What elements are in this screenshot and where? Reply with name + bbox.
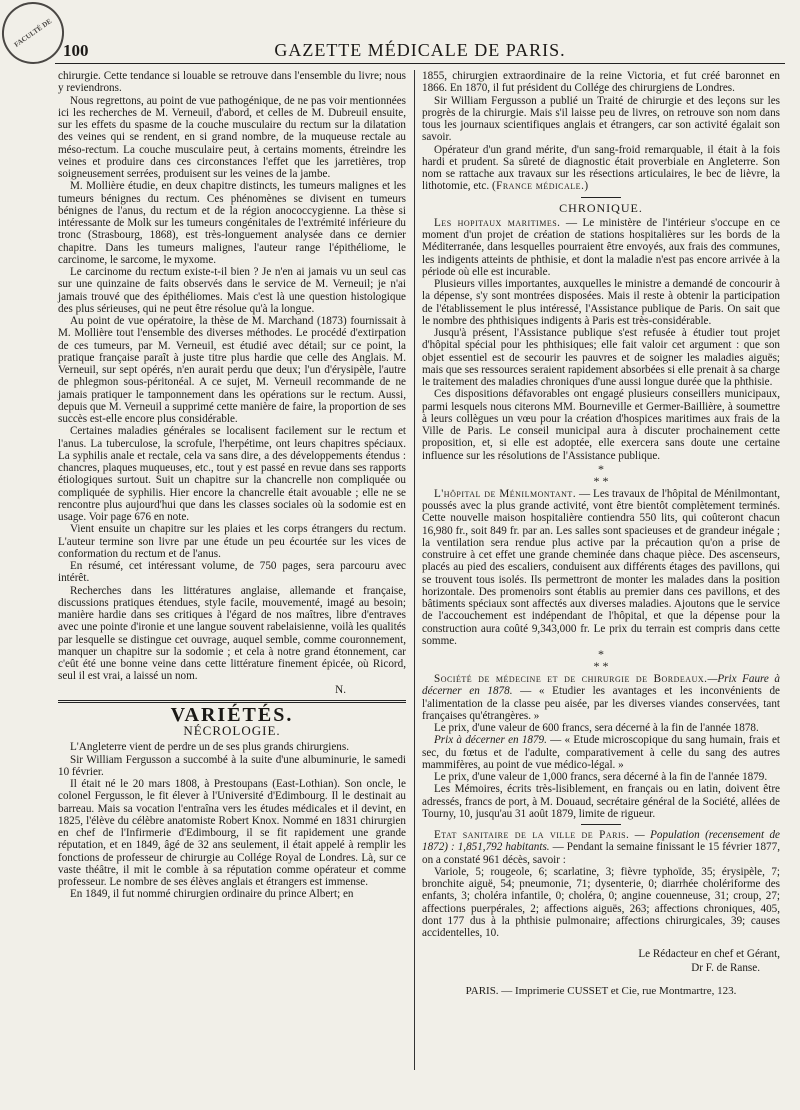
item-heading: Les hopitaux maritimes. [434,216,561,229]
paragraph: Etat sanitaire de la ville de Paris. — Population (recensement de 1872) : 1,851,792 habitants. — Pendant la semaine finissant le 15 février 1877, on a constaté 961 décès, savoir : [422,829,781,866]
section-title-varietes: VARIÉTÉS. [170,703,294,726]
paragraph: Jusqu'à présent, l'Assistance publique s'est refusée à étudier tout projet d'hôpital spécial pour les phthisiques; elle fait valoir cet argument : que son objet essentiel est de secourir les pauvres et de soigner les maladies aiguës; mais que ses ressources seraient rapidement absorbées si elle prenait à sa charge le traitement des maladies chroniques d'une aussi longue durée que la phthisie. [422,327,780,388]
page-header [55,38,785,60]
paragraph: Sir William Fergusson a succombé à la suite d'une albuminurie, le samedi 10 février. [58,753,406,778]
item-heading: Etat sanitaire de la ville de Paris. [434,829,630,841]
paragraph: Variole, 5; rougeole, 6; scarlatine, 3; fièvre typhoïde, 35; érysipèle, 7; bronchite aiguë, 54; pneumonie, 71; dysenterie, 0; diarrhée cholériforme des enfants, 3; choléra infantile, 0; choléra, 0; angine couenneuse, 31; croup, 27; affections puerpérales, 2; affections aiguës, 263; affections chroniques, 405, dont 177 dus à la phthisie pulmonaire; affections chirurgicales, 39; causes accidentelles, 10. [422,865,780,939]
section-divider [58,700,406,703]
paragraph: Le prix, d'une valeur de 1,000 francs, sera décerné à la fin de l'année 1879. [434,771,768,783]
paragraph: Il était né le 20 mars 1808, à Prestoupans (East-Lothian). Son oncle, le colonel Fergusson, le fit élever à l'Université d'Edimbourg. Il le destinait au barreau. Mais sa vocation l'entraîna vers les études médicales et il devint, en 1825, l'élève du célèbre anatomiste Robert Knox. Nommé en 1831 chirurgien en chef de l'Infirmerie d'Edimbourg, il se fit rapidement une grande réputation, et en 1849, âgé de 32 ans seulement, il était appelé à remplir les fonctions de professeur de chirurgie au Collége Royal de Londres. Là, sur ce vaste théâtre, il mit le comble à sa réputation comme opérateur et comme professeur. Le nombre de ses élèves anglais et étrangers est immense. [58,778,406,888]
paragraph: Sir William Fergusson a publié un Traité de chirurgie et des leçons sur les progrès de la chirurgie. Mais s'il laisse peu de livres, on retrouve son nom dans tous les journaux scientifiques anglais et étrangers, car son activité égalait son savoir. [422,94,780,144]
header-rule [55,63,785,64]
paragraph: Opérateur d'un grand mérite, d'un sang-froid remarquable, il était à la fois hardi et prudent. Sa sûreté de diagnostic était proverbiale en Angleterre. Son nom se rattache aux travaux sur les résections articulaires, le bec de lièvre, la lithotomie, etc. (France médicale.) [422,143,780,193]
library-stamp: FACULTÉ DE [0,0,76,76]
paragraph: Certaines maladies générales se localisent facilement sur le rectum et l'anus. La tuberculose, la scrofule, l'herpétime, ont leurs chapitres spéciaux. La syphilis anale et rectale, cela va sans dire, a des développements étendus : chancres, plaques muqueuses, etc., tout y est passé en revue dans ses rapports étiologiques surtout. Suit un chapitre sur la chancrelle non compliquée ou compliquée de syphilis. Hier encore la chancrelle était avouable ; elle ne se rencontre plus aujourd'hui que dans les classes sociales où la sodomie est en usage. Voir page 676 en note. [58,425,406,523]
column-separator [414,70,415,1070]
paragraph: 1855, chirurgien extraordinaire de la reine Victoria, et fut créé baronnet en 1866. En 1870, il fut président du Collége des chirurgiens de Londres. [422,70,780,95]
paragraph: Vient ensuite un chapitre sur les plaies et les corps étrangers du rectum. L'auteur termine son livre par une étude un peu écourtée sur les vices de conformation du rectum et de l'anus. [58,523,406,560]
divider [581,824,621,825]
paragraph: Recherches dans les littératures anglaise, allemande et française, discussions pratiques étendues, style facile, mouvementé, imagé au besoin; manière hardie dans ses critiques à l'égard de nos maîtres, libre d'entraves avec une pointe d'ironie et une langue souvent rabelaisienne, voilà les qualités par lesquelle se distingue cet ouvrage, auquel semble, comme couronnement, manquer un chapitre sur la sodomie ; et cela à notre grand étonnement, car c'eût été une bonne veine dans cette littérature finement épicée, où Ricord, seul il est vrai, a laissé un nom. [58,584,406,683]
paragraph: M. Mollière étudie, en deux chapitre distincts, les tumeurs malignes et les tumeurs bénignes du rectum. Ces phénomènes se divisent en tumeurs bénignes de l'anus, du rectum et de la région anococcygienne. La thèse si intéressante de Molk sur les tumeurs congénitales de l'extrémité inférieure du tronc (Strasbourg, 1868), est très-longuement analysée dans ce dernier chapitre. Dans les tumeurs malignes, l'auteur range l'épithéliome, le carcinome, le sarcome, le myxome. [58,180,406,266]
section-title-chronique: CHRONIQUE. [559,200,643,215]
journal-title: GAZETTE MÉDICALE DE PARIS. [274,40,566,60]
paragraph: chirurgie. Cette tendance si louable se retrouve dans l'ensemble du livre; nous y reviendrons. [58,70,406,95]
paragraph: En résumé, cet intéressant volume, de 750 pages, sera parcouru avec intérêt. [58,560,406,585]
paragraph: Les Mémoires, écrits très-lisiblement, en français ou en latin, doivent être adressés, francs de port, à M. Douaud, secrétaire général de la Société, allées de Tourny, 10, jusqu'au 31 août 1879, limite de rigueur. [422,783,780,820]
editor-signature: Le Rédacteur en chef et Gérant, Dr F. de Ranse. [638,948,780,975]
paragraph: Au point de vue opératoire, la thèse de M. Marchand (1873) fournissait à M. Mollière tout l'ensemble des diverses méthodes. Le procédé d'extirpation de ces tumeurs, par M. Verneuil, est étudié avec détail; sur ce point, la pratique française paraît à juste titre plus hardie que celle des Anglais. M. Verneuil, sur sept opérés, n'en aurait perdu que deux; l'un d'érysipèle, l'autre de phlegmon sous-péritonéal. A ce sujet, M. Verneuil recommande de ne jamais pratiquer le tamponnement dans les opérations sur le rectum. Aussi, depuis que M. Verneuil a supprimé cette manière de faire, la proportion de ses succès est-elle encore plus considérable. [58,315,406,425]
paragraph: Prix à décerner en 1879. — « Etude microscopique du sang humain, frais et sec, du fœtus et de l'adulte, comparativement à celle du sang des autres mammifères, au point de vue médico-légal. » [422,734,780,771]
asterism: * * * [593,461,609,488]
source-citation: (France médicale.) [491,180,589,193]
subsection-title-necrologie: NÉCROLOGIE. [183,723,281,738]
author-initial: N. [335,683,346,696]
paragraph: Les hopitaux maritimes. — Le ministère de l'intérieur s'occupe en ce moment d'un projet de création de stations hospitalières sur les bords de la Méditerranée, dans lesquelles pourraient être envoyés, aux frais des communes, les indigents atteints de phthisie, et dont la maladie n'est pas encore arrivée à la période où elle est incurable. [422,216,780,278]
item-heading: L'hôpital de Ménilmontant. [434,487,577,500]
paragraph: Ces dispositions défavorables ont engagé plusieurs conseillers municipaux, parmi lesquels nous citerons MM. Bourneville et Germer-Baillière, à soumettre à leurs collègues un vœu pour la création d'hospices maritimes aux frais de la Ville de Paris. Le conseil municipal aura à discuter prochainement cette proposition, et, si elle est adoptée, elle exercera sans doute une certaine influence sur les résolutions de l'Assistance publique. [422,388,780,462]
paragraph: Le prix, d'une valeur de 600 francs, sera décerné à la fin de l'année 1878. [434,722,759,734]
item-heading: Société de médecine et de chirurgie de Bordeaux. [434,673,708,685]
left-column [58,70,406,901]
right-column [422,70,780,998]
paragraph: Le carcinome du rectum existe-t-il bien ? Je n'en ai jamais vu un seul cas sur une quinzaine de faits observés dans le service de M. Verneuil; je n'ai jamais trouvé que des épithéliomes. Mais c'est là une question histologique des plus sérieuses, qui ne peut être résolue qu'à la longue. [58,266,406,315]
paragraph: L'Angleterre vient de perdre un de ses plus grands chirurgiens. [70,741,349,754]
paragraph: En 1849, il fut nommé chirurgien ordinaire du prince Albert; en [70,888,354,901]
paragraph: Société de médecine et de chirurgie de Bordeaux.—Prix Faure à décerner en 1878. — « Etudier les avantages et les inconvénients de l'alimentation de la classe peu aisée, par les diverses viandes conservées, tant françaises qu'étrangères. » [422,673,780,722]
paragraph: Nous regrettons, au point de vue pathogénique, de ne pas voir mentionnées ici les recherches de M. Verneuil, d'abord, et celles de M. Dubreuil ensuite, sur les effets du spasme de la couche musculaire du rectum sur la dilatation des veines qui se rendent, en si grand nombre, de la muqueuse rectale au méso-rectum. La couche musculaire peut, à certains moments, étreindre les veines et produire dans ces circonstances l'effet que les jarretières, trop soigneusement serrées, produisent sur les veines de la jambe. [58,94,406,180]
paragraph: L'hôpital de Ménilmontant. — Les travaux de l'hôpital de Ménilmontant, poussés avec la plus grande activité, vont être bientôt complètement terminés. Cette nouvelle maison hospitalière contiendra 550 lits, qui coûteront chacun 16,980 fr., soit 849 fr. par an. Les salles sont spacieuses et de grandeur inégale ; la ventilation sera rendue plus active par la précaution qu'on a prise de construire à cet effet une grande cheminée dans chaque pièce. Des ascenseurs, placés au pied des escaliers, conduisent aux différents étages des pavillons, qui se trouvent tous isolés. Ils permettront de monter les malades dans la position horizontale. Des promenoirs sont établis au premier dans ces pavillons, et des bâtiments spéciaux sont affectés aux diverses maladies. Ajoutons que le service de l'accouchement est indépendant de l'hôpital, et que la dépense pour la construction aura coûté 9,343,000 fr. Le prix du terrain est compris dans cette somme. [422,487,780,647]
printer-imprint: PARIS. — Imprimerie CUSSET et Cie, rue Montmartre, 123. [465,985,737,998]
asterism: * * * [593,647,609,673]
page-number: 100 [63,41,89,60]
paragraph: Plusieurs villes importantes, auxquelles le ministre a demandé de concourir à la dépense, s'y sont montrées disposées. Mais il reste à obtenir la participation de l'établissement le plus intéressé, l'Assistance publique de Paris. On sait que le nombre des phthisiques indigents à Paris est très-considérable. [422,278,780,327]
divider [581,197,621,198]
